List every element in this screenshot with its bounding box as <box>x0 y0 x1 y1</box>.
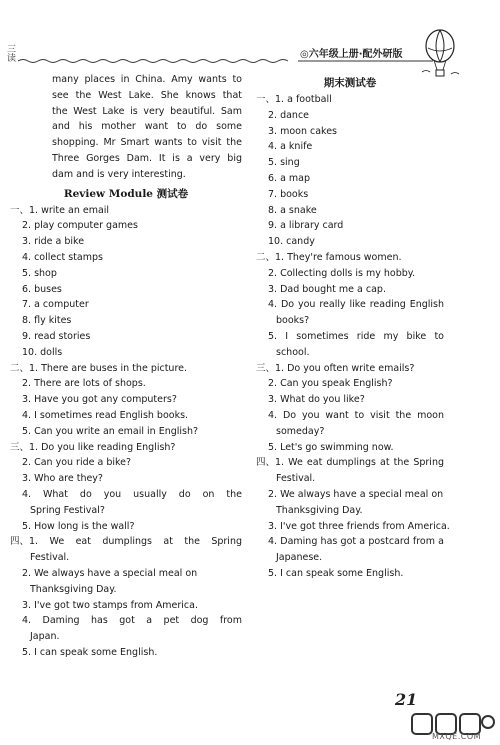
answer-item: 2. We always have a special meal on <box>268 488 444 500</box>
answer-item-continued: Japan. <box>30 631 60 643</box>
section-label: 四、 <box>256 457 276 469</box>
answer-item: 9. read stories <box>22 330 91 342</box>
section-1 <box>10 203 242 361</box>
answer-item: 3. I've got two stamps from America. <box>22 599 198 611</box>
answer-item: 3. Have you got any computers? <box>22 394 177 406</box>
answer-item: 5. Let's go swimming now. <box>268 441 394 453</box>
answer-item: 5. I can speak some English. <box>22 646 158 658</box>
answer-item-continued: Festival. <box>276 473 316 485</box>
section-1 <box>256 92 444 250</box>
section-label: 四、 <box>10 536 30 548</box>
answer-item: 1. They're famous women. <box>275 251 402 263</box>
final-test-heading: 期末测试卷 <box>323 77 377 89</box>
review-module-heading: Review Module 测试卷 <box>63 187 189 200</box>
answer-item: 4. What do you usually do on the <box>22 488 242 500</box>
answer-item: 5. I sometimes ride my bike to <box>268 330 444 342</box>
series-title: ◎六年级上册·配外研版 <box>300 49 403 60</box>
side-mark: 三读 <box>5 44 15 62</box>
section-3 <box>256 361 444 456</box>
section-2 <box>256 250 444 361</box>
answer-item: 3. ride a bike <box>22 236 85 248</box>
answer-item: 2. There are lots of shops. <box>22 378 146 390</box>
answer-item: 5. I can speak some English. <box>268 567 404 579</box>
answer-item: 3. moon cakes <box>268 125 338 137</box>
answer-item: 3. Dad bought me a cap. <box>268 283 386 295</box>
answer-item-continued: Thanksgiving Day. <box>276 504 363 516</box>
answer-item: 1. write an email <box>29 204 110 216</box>
answer-item: 4. collect stamps <box>22 251 103 263</box>
answer-item: 1. There are buses in the picture. <box>29 362 188 374</box>
answer-item: 2. Can you ride a bike? <box>22 457 132 469</box>
answer-item: 9. a library card <box>268 220 344 232</box>
answer-item: 5. Can you write an email in English? <box>22 425 199 437</box>
answer-item: 4. Daming has got a pet dog from <box>22 615 242 627</box>
answer-item-continued: Thanksgiving Day. <box>30 583 117 595</box>
passage-line: many places in China. Amy wants to <box>52 74 242 85</box>
answer-item-continued: Japanese. <box>276 552 323 564</box>
answer-item: 2. Collecting dolls is my hobby. <box>268 267 416 279</box>
answer-item: 1. We eat dumplings at the Spring <box>275 457 444 469</box>
answer-item-continued: books? <box>276 315 310 327</box>
page-header <box>0 0 500 78</box>
passage-line: Three Gorges Dam. It is a very big <box>52 152 242 164</box>
answer-item: 4. Do you want to visit the moon <box>268 409 444 421</box>
section-3 <box>10 440 242 535</box>
answer-item: 10. dolls <box>22 346 63 358</box>
left-column <box>10 72 242 661</box>
watermark-url: MXQE.COM <box>432 732 482 741</box>
section-label: 二、 <box>256 251 276 263</box>
answer-item: 6. buses <box>22 283 62 295</box>
right-column <box>256 72 450 582</box>
answer-item: 2. Can you speak English? <box>268 378 393 390</box>
answer-item: 6. a map <box>268 172 311 184</box>
section-label: 一、 <box>10 204 30 216</box>
passage-line: the West Lake is very beautiful. Sam <box>52 105 242 117</box>
answer-item: 5. shop <box>22 267 57 279</box>
answer-item-continued: someday? <box>276 425 325 437</box>
answer-item: 7. a computer <box>22 299 89 311</box>
answer-item: 2. We always have a special meal on <box>22 567 198 579</box>
reading-passage <box>10 72 242 183</box>
section-label: 二、 <box>10 362 30 374</box>
answer-item: 3. I've got three friends from America. <box>268 520 450 532</box>
answer-item: 8. a snake <box>268 204 317 216</box>
answer-item: 8. fly kites <box>22 315 72 327</box>
passage-line: and his mother want to do some <box>52 121 242 133</box>
answer-item: 5. How long is the wall? <box>22 520 135 532</box>
section-label: 三、 <box>256 362 276 374</box>
answer-item-continued: Spring Festival? <box>30 504 105 516</box>
answer-item: 10. candy <box>268 236 315 248</box>
answer-item: 1. We eat dumplings at the Spring <box>29 536 242 548</box>
answer-item: 5. sing <box>268 157 300 169</box>
answer-item: 1. a football <box>275 94 332 105</box>
answer-item-continued: Festival. <box>30 552 70 564</box>
answer-item: 3. What do you like? <box>268 394 365 406</box>
answer-item: 4. a knife <box>268 141 313 153</box>
passage-line: see the West Lake. She knows that <box>52 89 242 101</box>
passage-line: shopping. Mr Smart wants to visit the <box>52 137 242 149</box>
section-2 <box>10 361 242 440</box>
answer-item-continued: school. <box>276 346 310 358</box>
section-4 <box>256 455 450 581</box>
answer-item: 1. Do you often write emails? <box>275 362 415 374</box>
passage-line: dam and is very interesting. <box>52 168 186 180</box>
answer-item: 2. dance <box>268 109 310 121</box>
section-4 <box>10 534 242 660</box>
answer-item: 4. I sometimes read English books. <box>22 409 189 421</box>
answer-item: 1. Do you like reading English? <box>29 441 176 453</box>
answer-item: 7. books <box>268 188 309 200</box>
section-label: 一、 <box>256 94 276 105</box>
page-number: 21 <box>395 690 418 709</box>
section-label: 三、 <box>10 441 30 453</box>
answer-item: 4. Daming has got a postcard from a <box>268 536 444 548</box>
answer-item: 2. play computer games <box>22 220 138 232</box>
answer-item: 4. Do you really like reading English <box>268 299 444 311</box>
answer-item: 3. Who are they? <box>22 473 103 485</box>
